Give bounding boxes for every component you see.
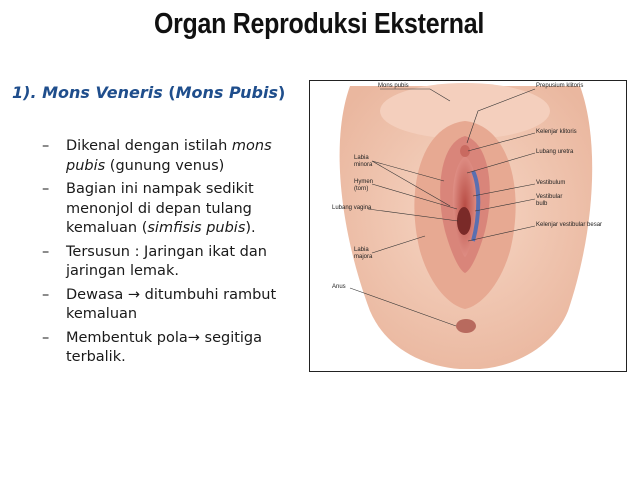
bullet-item — [42, 243, 312, 282]
heading-paren-open: ( — [168, 83, 176, 102]
bullet-dash: – — [42, 286, 50, 303]
heading-paren-close: ) — [278, 83, 286, 102]
bullet-text: Tersusun : Jaringan ikat dan jaringan lemak. — [66, 243, 267, 279]
bullet-dash: – — [42, 329, 50, 346]
label-anus: Anus — [332, 284, 346, 290]
bullet-italic: mons pubis — [66, 138, 272, 174]
heading-number: 1). — [12, 83, 37, 102]
label-labia-minora: Labia minora — [354, 155, 373, 168]
heading-alt: Mons Pubis — [175, 83, 279, 102]
bullet-text-end: ditumbuhi rambut kemaluan — [66, 286, 277, 322]
bullet-text: Bagian ini nampak sedikit menonjol di depan tulang kemaluan ( — [66, 181, 254, 236]
label-labia-majora: Labia majora — [354, 247, 373, 260]
label-vestibulum: Vestibulum — [536, 180, 566, 186]
bullet-italic: simfisis pubis — [147, 220, 246, 236]
bullet-text-end: segitiga terbalik. — [66, 329, 263, 365]
label-lubang-vagina: Lubang vagina — [332, 205, 372, 211]
bullet-dash: – — [42, 243, 50, 260]
bullet-text-end: (gunung venus) — [105, 157, 225, 174]
arrow-icon: → — [127, 286, 141, 303]
bullet-item — [42, 329, 312, 368]
label-vestibular-bulb: Vestibular bulb — [536, 194, 563, 207]
bullet-text: Dikenal dengan istilah — [66, 138, 232, 154]
vaginal-opening-shape — [457, 207, 471, 235]
arrow-icon: → — [187, 329, 200, 346]
label-prepusium-klitoris: Prepusium klitoris — [536, 83, 584, 89]
label-kelenjar-vestibular-besar: Kelenjar vestibular besar — [536, 222, 603, 228]
slide-title: Organ Reproduksi Eksternal — [153, 8, 485, 40]
bullet-text: Dewasa — [66, 286, 128, 303]
bullet-dash: – — [42, 138, 50, 154]
bullet-item — [42, 180, 312, 239]
bullet-text: Membentuk pola — [66, 329, 188, 346]
anatomy-figure — [309, 80, 627, 372]
heading-term: Mons Veneris — [42, 83, 163, 102]
bullet-item — [42, 137, 312, 176]
label-mons-pubis: Mons pubis — [378, 83, 409, 89]
label-kelenjar-klitoris: Kelenjar klitoris — [536, 129, 577, 135]
bullet-item — [42, 286, 312, 325]
section-heading — [12, 81, 302, 105]
anus-shape — [456, 319, 476, 333]
label-lubang-uretra: Lubang uretra — [536, 149, 574, 155]
bullet-dash: – — [42, 181, 50, 197]
bullet-list — [42, 137, 312, 372]
bullet-text-end: ). — [245, 220, 256, 236]
label-hymen: Hymen (torn) — [354, 179, 374, 192]
